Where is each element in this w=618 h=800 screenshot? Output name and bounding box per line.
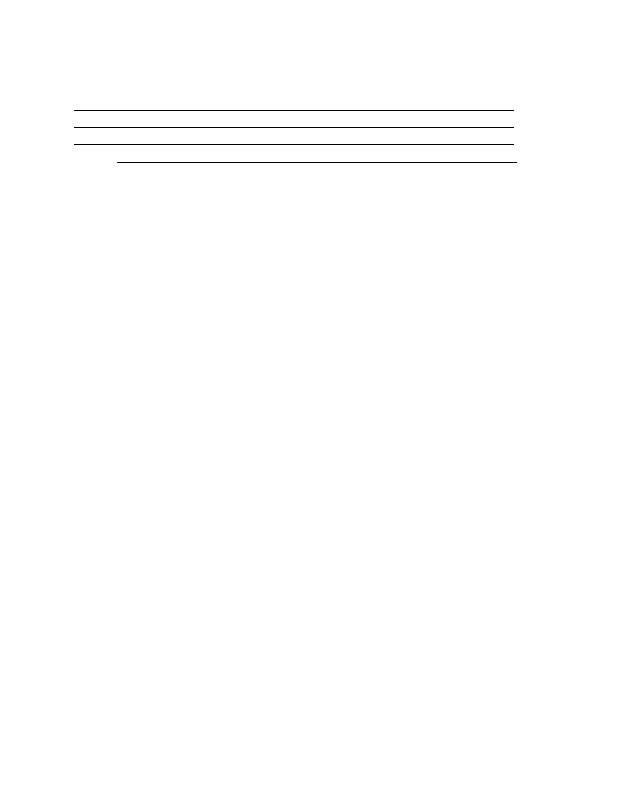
list-item (101, 148, 517, 163)
section-v (0, 113, 618, 128)
section-iv (0, 96, 618, 111)
section-heading (74, 96, 514, 111)
document-body (0, 96, 618, 167)
item-line (117, 148, 517, 161)
section-heading (74, 130, 514, 145)
section-heading (74, 113, 514, 128)
section-vi (0, 130, 618, 163)
